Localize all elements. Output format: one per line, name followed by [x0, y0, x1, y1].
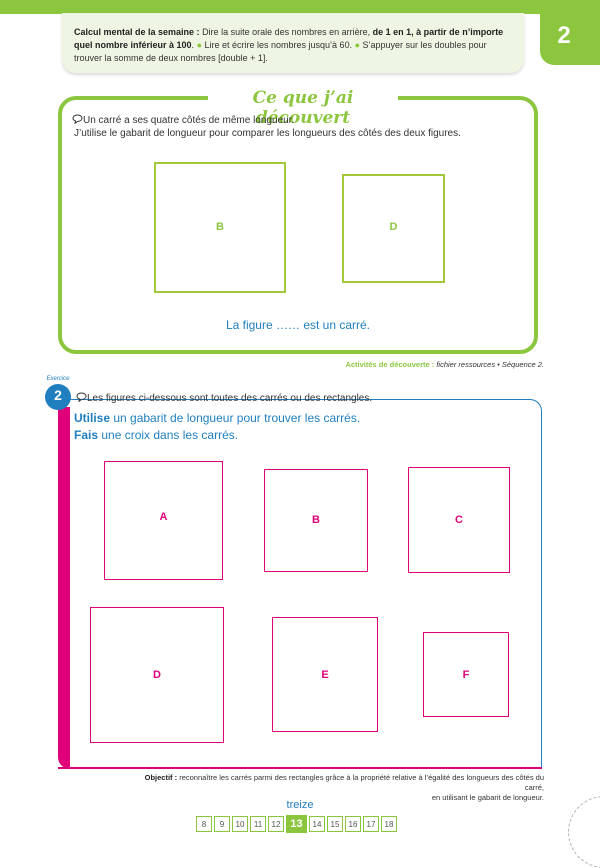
discovery-title: Ce que j’ai découvert: [252, 88, 354, 128]
exercise-task-2: Fais une croix dans les carrés.: [74, 428, 239, 442]
mental-calc-text: Calcul mental de la semaine : Dire la suite orale des nombres en arrière, de 1 en 1, à partir de n’importe quel nombre inférieur à 100. ● Lire et écrire les nombres jusqu’à 60. ● S’appuyer sur les doubles pour trouver la somme de deux nombres [double + 1].: [74, 27, 504, 63]
figure-label: D: [153, 669, 161, 681]
sequence-number: 2: [557, 22, 571, 49]
page-link-17[interactable]: 17: [363, 816, 379, 832]
figure-label: F: [462, 669, 470, 681]
page-link-18[interactable]: 18: [381, 816, 397, 832]
discovery-reference: Activités de découverte : fichier ressources • Séquence 2.: [345, 360, 544, 369]
page-link-12[interactable]: 12: [268, 816, 284, 832]
figure-label: A: [159, 511, 168, 523]
exercise-number: 2: [54, 387, 62, 403]
page-link-9[interactable]: 9: [214, 816, 230, 832]
page-link-16[interactable]: 16: [345, 816, 361, 832]
exercise-bottom-bar: [58, 767, 542, 769]
exercise-word: Exercice: [46, 376, 70, 382]
figure-label: D: [389, 221, 398, 233]
exercise-side-bar: [58, 407, 70, 769]
mental-calc-label: Calcul mental de la semaine :: [74, 27, 200, 37]
figure-label: E: [321, 669, 329, 681]
speech-bubble-icon: [76, 392, 87, 402]
top-banner: [0, 0, 600, 14]
discovery-line-1: Un carré a ses quatre côtés de même longueur.: [72, 114, 294, 126]
objective-text: Objectif : reconnaître les carrés parmi des rectangles grâce à la propriété relative à l’égalité des longueurs des côtés du carré, en utilisant le gabarit de longueur.: [144, 773, 544, 802]
answer-sentence[interactable]: La figure …… est un carré.: [225, 318, 371, 332]
figure-label: B: [312, 514, 320, 526]
page-number-word: treize: [286, 799, 314, 811]
exercise-instruction: Les figures ci-dessous sont toutes des carrés ou des rectangles.: [76, 392, 372, 404]
figure-label: B: [216, 221, 224, 233]
title-bar-left: [170, 96, 212, 100]
exercise-task-1: Utilise un gabarit de longueur pour trouver les carrés.: [74, 411, 361, 425]
bullet-icon: ●: [354, 40, 361, 50]
discovery-line-2: J’utilise le gabarit de longueur pour comparer les longueurs des côtés des deux figures.: [74, 128, 461, 139]
page-navigation: [196, 816, 397, 834]
page-link-13[interactable]: 13: [286, 815, 307, 833]
figure-label: C: [455, 514, 463, 526]
speech-bubble-icon: [72, 114, 83, 124]
page-link-11[interactable]: 11: [250, 816, 266, 832]
decorative-circle: [568, 796, 600, 868]
page-link-14[interactable]: 14: [309, 816, 325, 832]
page-link-8[interactable]: 8: [196, 816, 212, 832]
page-link-15[interactable]: 15: [327, 816, 343, 832]
bullet-icon: ●: [196, 40, 202, 50]
page-link-10[interactable]: 10: [232, 816, 248, 832]
title-bar-right: [394, 96, 436, 100]
